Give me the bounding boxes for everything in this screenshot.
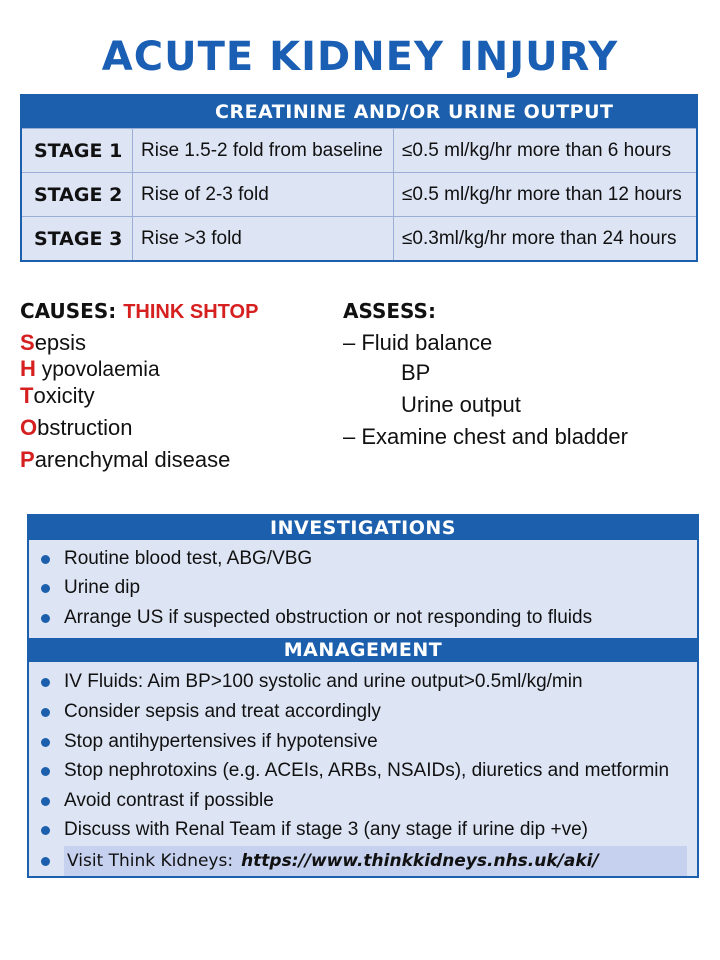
stage-label: STAGE 2 <box>21 173 133 217</box>
mnemonic-item <box>20 356 160 383</box>
visit-label: Visit Think Kidneys: <box>67 851 234 871</box>
list-item-text: Stop antihypertensives if hypotensive <box>64 731 378 752</box>
think-kidneys-link-box <box>64 846 687 876</box>
bullet-icon <box>41 614 50 623</box>
list-item-text: Routine blood test, ABG/VBG <box>64 548 313 569</box>
list-item <box>41 788 274 814</box>
list-item <box>41 605 592 631</box>
mnemonic-letter: T <box>20 383 34 408</box>
creatinine-criterion: Rise >3 fold <box>133 217 394 262</box>
list-item-text: Stop nephrotoxins (e.g. ACEIs, ARBs, NSAIDs), diuretics and metformin <box>64 760 670 781</box>
list-item <box>41 817 588 843</box>
list-item-text: Arrange US if suspected obstruction or not responding to fluids <box>64 607 593 628</box>
page-title: ACUTE KIDNEY INJURY <box>101 34 619 80</box>
creatinine-criterion: Rise of 2-3 fold <box>133 173 394 217</box>
assess-subitem: BP <box>401 360 431 385</box>
mnemonic-item <box>20 447 230 473</box>
aki-staging-table <box>20 94 698 262</box>
urine-criterion: ≤0.5 ml/kg/hr more than 6 hours <box>394 129 698 173</box>
mnemonic-letter: O <box>20 415 38 440</box>
bullet-icon <box>41 797 50 806</box>
mnemonic-letter: S <box>20 330 35 355</box>
mnemonic-text: oxicity <box>33 383 95 408</box>
investigations-header: INVESTIGATIONS <box>29 516 697 540</box>
urine-criterion: ≤0.5 ml/kg/hr more than 12 hours <box>394 173 698 217</box>
bullet-icon <box>41 708 50 717</box>
list-item-text: Urine dip <box>64 577 141 598</box>
urine-criterion: ≤0.3ml/kg/hr more than 24 hours <box>394 217 698 262</box>
investigations-management-panel <box>27 514 699 878</box>
list-item <box>41 546 312 572</box>
assess-item: – Examine chest and bladder <box>343 424 628 449</box>
bullet-icon <box>41 678 50 687</box>
mnemonic-letter: H <box>20 356 36 381</box>
management-header: MANAGEMENT <box>29 638 697 662</box>
assess-heading: ASSESS: <box>343 299 436 323</box>
bullet-icon <box>41 826 50 835</box>
list-item-text: Avoid contrast if possible <box>64 790 274 811</box>
bullet-icon <box>41 738 50 747</box>
list-item-text: Consider sepsis and treat accordingly <box>64 701 381 722</box>
creatinine-criterion: Rise 1.5-2 fold from baseline <box>133 129 394 173</box>
bullet-icon <box>41 857 50 866</box>
table-row <box>21 217 697 262</box>
mnemonic-letter: P <box>20 447 35 472</box>
assess-item: – Fluid balance <box>343 330 493 355</box>
mnemonic-text: epsis <box>34 330 87 355</box>
table-row <box>21 173 697 217</box>
bullet-icon <box>41 555 50 564</box>
list-item <box>41 575 140 601</box>
causes-label: CAUSES: <box>20 299 117 323</box>
think-kidneys-link[interactable]: https://www.thinkkidneys.nhs.uk/aki/ <box>241 851 599 871</box>
bullet-icon <box>41 584 50 593</box>
list-item <box>41 729 378 755</box>
mnemonic-item <box>20 383 95 409</box>
think-shtop-label: THINK SHTOP <box>123 301 259 323</box>
mnemonic-text: arenchymal disease <box>34 447 231 472</box>
stage-label: STAGE 1 <box>21 129 133 173</box>
list-item <box>41 758 669 784</box>
causes-heading <box>20 299 258 324</box>
list-item <box>41 699 381 725</box>
staging-header: CREATININE AND/OR URINE OUTPUT <box>133 95 698 129</box>
list-item-text: Discuss with Renal Team if stage 3 (any stage if urine dip +ve) <box>64 819 588 840</box>
table-row <box>21 129 697 173</box>
list-item-text: IV Fluids: Aim BP>100 systolic and urine output>0.5ml/kg/min <box>64 671 583 692</box>
assess-subitem: Urine output <box>401 392 521 417</box>
mnemonic-item <box>20 330 86 356</box>
list-item <box>41 669 583 695</box>
bullet-icon <box>41 767 50 776</box>
mnemonic-item <box>20 415 133 441</box>
mnemonic-text: ypovolaemia <box>35 358 160 381</box>
mnemonic-text: bstruction <box>37 415 133 440</box>
stage-label: STAGE 3 <box>21 217 133 262</box>
list-item <box>41 845 687 877</box>
